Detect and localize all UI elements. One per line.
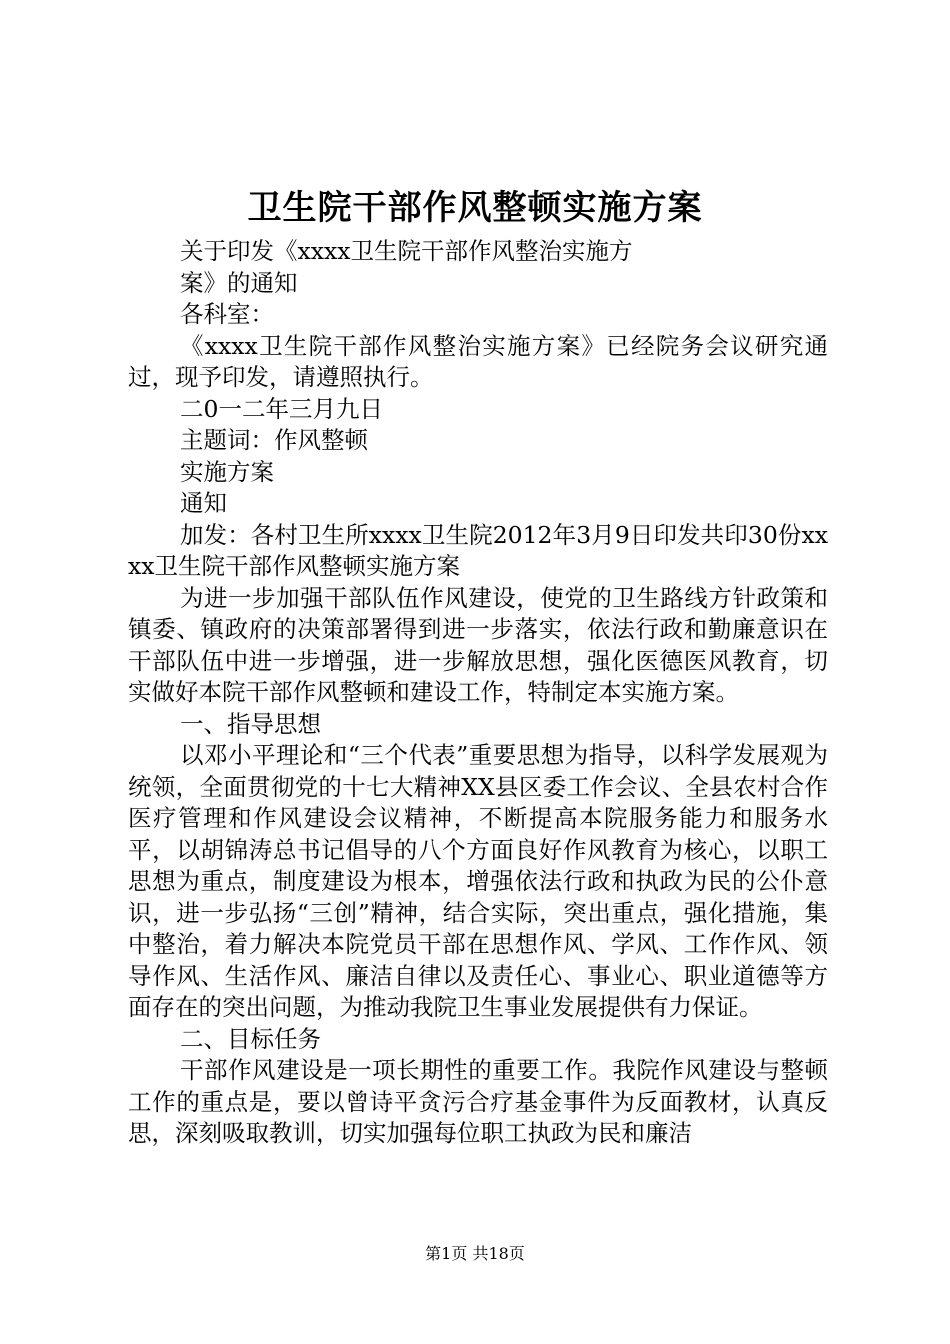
notice-title-line2: 案》的通知 — [180, 268, 298, 297]
issue-date: 二0一二年三月九日 — [180, 394, 383, 423]
subject-line1: 主题词：作风整顿 — [180, 426, 368, 454]
subject-line2: 实施方案 — [180, 457, 274, 486]
section2-heading: 二、目标任务 — [180, 1024, 321, 1053]
section2-body: 干部作风建设是一项长期性的重要工作。我院作风建设与整顿工作的重点是，要以曾诗平贪污合疗基金事件为反面教材，认真反思，深刻吸取教训，切实加强每位职工执政为民和廉洁 — [128, 1056, 828, 1147]
section1-heading: 一、指导思想 — [180, 709, 321, 738]
cc-line: 加发：各村卫生所xxxx卫生院2012年3月9日印发共印30份xxxx卫生院干部作风整顿实施方案 — [128, 520, 828, 580]
notice-body: 《xxxx卫生院干部作风整治实施方案》已经院务会议研究通过，现予印发，请遵照执行。 — [128, 331, 828, 391]
subject-line3: 通知 — [180, 489, 227, 517]
document-title: 卫生院干部作风整顿实施方案 — [247, 188, 703, 228]
page-footer: 第1页 共18页 — [425, 1244, 525, 1263]
document-body — [128, 236, 828, 1150]
notice-title-line1: 关于印发《xxxx卫生院干部作风整治实施方 — [180, 237, 633, 265]
section1-body: 以邓小平理论和“三个代表”重要思想为指导，以科学发展观为统领，全面贯彻党的十七大精神XX县区委工作会议、全县农村合作医疗管理和作风建设会议精神，不断提高本院服务能力和服务水平，以胡锦涛总书记倡导的八个方面良好作风教育为核心，以职工思想为重点，制度建设为根本，增强依法行政和执政为民的公仆意识，进一步弘扬“三创”精神，结合实际，突出重点，强化措施，集中整治，着力解决本院党员干部在思想作风、学风、工作作风、领导作风、生活作风、廉洁自律以及责任心、事业心、职业道德等方面存在的突出问题，为推动我院卫生事业发展提供有力保证。 — [128, 741, 828, 1021]
intro-paragraph: 为进一步加强干部队伍作风建设，使党的卫生路线方针政策和镇委、镇政府的决策部署得到进一步落实，依法行政和勤廉意识在干部队伍中进一步增强，进一步解放思想，强化医德医风教育，切实做好本院干部作风整顿和建设工作，特制定本实施方案。 — [128, 583, 828, 706]
salutation: 各科室： — [180, 300, 274, 328]
